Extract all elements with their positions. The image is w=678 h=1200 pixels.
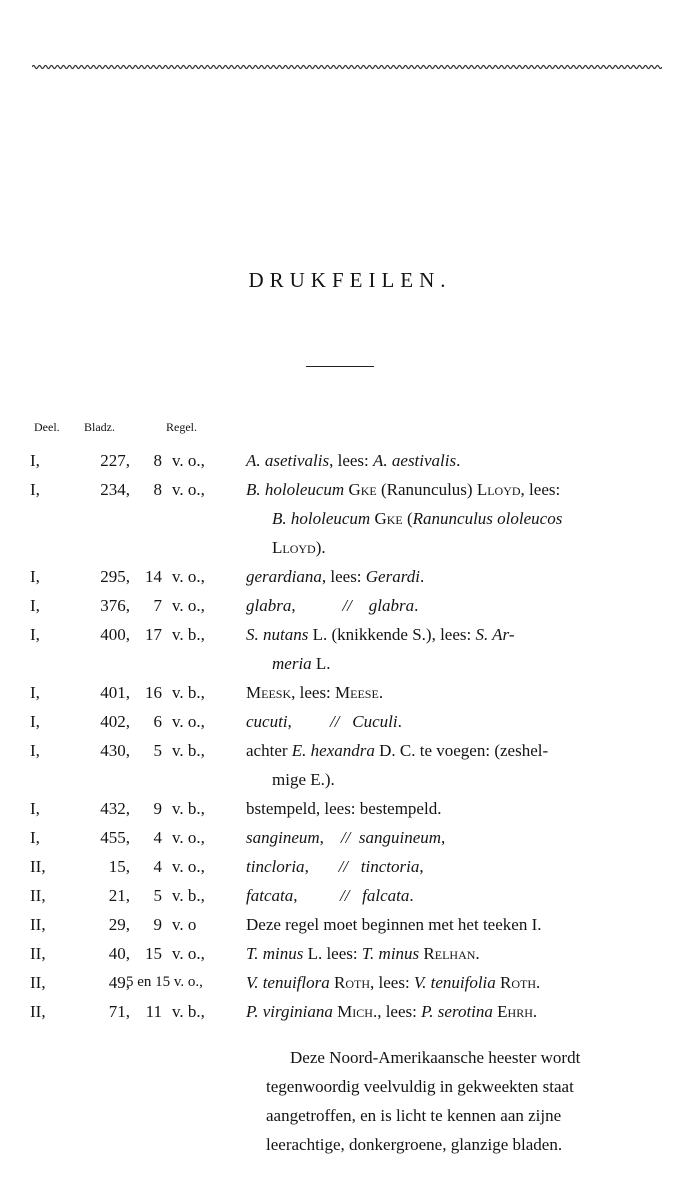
correction-text: [246, 794, 664, 823]
regel-direction-cell: v. b.,: [172, 1002, 205, 1021]
errata-row: [0, 794, 678, 823]
correction-text: [246, 939, 664, 968]
deel-cell: I,: [30, 683, 40, 702]
regel-direction-cell: v. o.,: [172, 712, 205, 731]
correction-line: glabra, // glabra.: [246, 596, 419, 615]
deel-cell: I,: [30, 480, 40, 499]
regel-number-cell: 14: [145, 567, 162, 586]
regel-number-cell: 8: [153, 451, 162, 470]
deel-cell: I,: [30, 828, 40, 847]
regel-direction-cell: v. b.,: [172, 683, 205, 702]
correction-text: [246, 620, 664, 678]
column-header-regel: Regel.: [166, 420, 197, 434]
column-header-deel: Deel.: [34, 420, 60, 434]
regel-number-cell: 11: [145, 1002, 162, 1021]
bladz-cell: 430,: [100, 741, 130, 760]
bladz-cell: 376,: [100, 596, 130, 615]
regel-direction-cell: v. o: [172, 915, 197, 934]
errata-row: [0, 968, 678, 997]
correction-line: achter E. hexandra D. C. te voegen: (zeshel-: [246, 741, 549, 760]
bladz-cell: 402,: [100, 712, 130, 731]
errata-row: [0, 591, 678, 620]
deel-cell: II,: [30, 973, 46, 992]
errata-row: [0, 881, 678, 910]
correction-line: tincloria, // tinctoria,: [246, 857, 424, 876]
column-header-bladz: Bladz.: [84, 420, 115, 434]
footnote-line: tegenwoordig veelvuldig in gekweekten staat: [266, 1077, 574, 1096]
correction-line: Meesk, lees: Meese.: [246, 683, 384, 702]
correction-line: P. virginiana Mich., lees: P. serotina Ehrh.: [246, 1002, 538, 1021]
correction-line: gerardiana, lees: Gerardi.: [246, 567, 425, 586]
errata-row: [0, 475, 678, 562]
regel-direction-cell: v. o.,: [172, 451, 205, 470]
footnote-line: aangetroffen, en is licht te kennen aan zijne: [266, 1106, 562, 1125]
regel-number-cell: 5: [153, 741, 162, 760]
correction-line: S. nutans L. (knikkende S.), lees: S. Ar-: [246, 625, 515, 644]
deel-cell: I,: [30, 596, 40, 615]
deel-cell: II,: [30, 857, 46, 876]
correction-line: bstempeld, lees: bestempeld.: [246, 799, 442, 818]
bladz-cell: 227,: [100, 451, 130, 470]
correction-text: [246, 968, 664, 997]
correction-text: [246, 591, 664, 620]
deel-cell: II,: [30, 944, 46, 963]
correction-line: cucuti, // Cuculi.: [246, 712, 402, 731]
errata-row: [0, 620, 678, 678]
correction-text: [246, 852, 664, 881]
correction-text: [246, 910, 664, 939]
regel-number-cell: 7: [153, 596, 162, 615]
bladz-cell: 234,: [100, 480, 130, 499]
title-rule: [306, 366, 374, 367]
correction-text: [246, 997, 664, 1026]
regel-direction-cell: v. b.,: [172, 625, 205, 644]
errata-row: [0, 707, 678, 736]
correction-text: [246, 562, 664, 591]
bladz-cell: 455,: [100, 828, 130, 847]
correction-line: A. asetivalis, lees: A. aestivalis.: [246, 451, 461, 470]
deel-cell: II,: [30, 915, 46, 934]
correction-line: Deze regel moet beginnen met het teeken I.: [246, 915, 542, 934]
bladz-cell: 15,: [108, 857, 130, 876]
deel-cell: I,: [30, 625, 40, 644]
regel-direction-cell: v. b.,: [172, 886, 205, 905]
correction-line: meria L.: [272, 654, 331, 673]
bladz-cell: 29,: [108, 915, 130, 934]
regel-direction-cell: v. b.,: [172, 799, 205, 818]
errata-row: [0, 446, 678, 475]
correction-line: mige E.).: [272, 770, 335, 789]
footnote-paragraph: [266, 1043, 664, 1159]
errata-row: [0, 823, 678, 852]
correction-line: T. minus L. lees: T. minus Relhan.: [246, 944, 480, 963]
decorative-wavy-rule: [32, 62, 662, 72]
correction-text: [246, 678, 664, 707]
regel-direction-cell: v. o.,: [172, 596, 205, 615]
correction-line: B. hololeucum Gke (Ranunculus ololeucos: [272, 509, 563, 528]
deel-cell: I,: [30, 451, 40, 470]
deel-cell: I,: [30, 712, 40, 731]
correction-text: [246, 446, 664, 475]
regel-number-cell: 5: [153, 886, 162, 905]
regel-number-cell: 4: [153, 857, 162, 876]
correction-text: [246, 707, 664, 736]
footnote-line: Deze Noord-Amerikaansche heester wordt: [290, 1048, 581, 1067]
regel-number-cell: 8: [153, 480, 162, 499]
regel-number-cell: 5 en 15 v. o.,: [126, 974, 203, 990]
regel-number-cell: 4: [153, 828, 162, 847]
bladz-cell: 49,: [108, 973, 130, 992]
errata-row: [0, 562, 678, 591]
deel-cell: I,: [30, 741, 40, 760]
correction-text: [246, 881, 664, 910]
deel-cell: I,: [30, 799, 40, 818]
bladz-cell: 40,: [108, 944, 130, 963]
errata-row: [0, 939, 678, 968]
errata-row: [0, 997, 678, 1026]
regel-direction-cell: v. o.,: [172, 567, 205, 586]
regel-direction-cell: v. o.,: [172, 944, 205, 963]
bladz-cell: 21,: [108, 886, 130, 905]
bladz-cell: 432,: [100, 799, 130, 818]
correction-line: sangineum, // sanguineum,: [246, 828, 446, 847]
regel-number-cell: 6: [153, 712, 162, 731]
regel-number-cell: 15: [145, 944, 162, 963]
regel-number-cell: 9: [153, 915, 162, 934]
regel-direction-cell: v. b.,: [172, 741, 205, 760]
errata-row: [0, 736, 678, 794]
regel-number-cell: 16: [145, 683, 162, 702]
bladz-cell: 401,: [100, 683, 130, 702]
errata-row: [0, 678, 678, 707]
correction-line: B. hololeucum Gke (Ranunculus) Lloyd, lees:: [246, 480, 561, 499]
regel-direction-cell: v. o.,: [172, 828, 205, 847]
page-title: DRUKFEILEN.: [248, 268, 452, 292]
deel-cell: I,: [30, 567, 40, 586]
bladz-cell: 400,: [100, 625, 130, 644]
correction-line: Lloyd).: [272, 538, 326, 557]
correction-text: [246, 736, 664, 794]
regel-direction-cell: v. o.,: [172, 857, 205, 876]
correction-line: fatcata, // falcata.: [246, 886, 414, 905]
errata-row: [0, 910, 678, 939]
bladz-cell: 295,: [100, 567, 130, 586]
correction-line: V. tenuiflora Roth, lees: V. tenuifolia Roth.: [246, 973, 541, 992]
correction-text: [246, 823, 664, 852]
deel-cell: II,: [30, 1002, 46, 1021]
regel-number-cell: 9: [153, 799, 162, 818]
errata-row: [0, 852, 678, 881]
bladz-cell: 71,: [108, 1002, 130, 1021]
deel-cell: II,: [30, 886, 46, 905]
correction-text: [246, 475, 664, 562]
regel-number-cell: 17: [145, 625, 162, 644]
errata-list: [0, 446, 678, 1026]
regel-direction-cell: v. o.,: [172, 480, 205, 499]
footnote-line: leerachtige, donkergroene, glanzige bladen.: [266, 1135, 563, 1154]
